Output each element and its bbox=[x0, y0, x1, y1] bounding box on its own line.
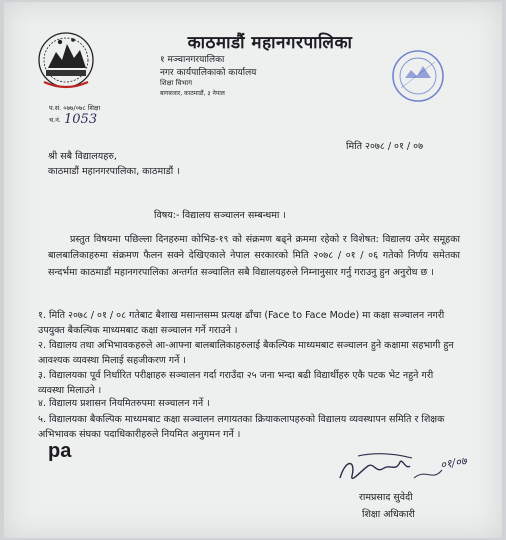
reference-number: प.सं. ०७७/०७८ शिक्षा bbox=[49, 104, 101, 112]
recipient-line-2: काठमाडौं महानगरपालिका, काठमाडौं । bbox=[48, 166, 180, 177]
header-line-3: शिक्षा विभाग bbox=[160, 79, 193, 87]
header-line-2: नगर कार्यपालिकाको कार्यालय bbox=[160, 68, 257, 78]
list-item-5: ५. विद्यालयका बैकल्पिक माध्यमबाट कक्षा सञ्चालन लगायतका क्रियाकलापहरुको विद्यालय व्यवस्थापन समिति र शिक्षक अभिभावक संघका पदाधिकारीहरुले नियमित अनुगमन गर्ने । bbox=[38, 414, 445, 440]
signatory-name: रामप्रसाद सुवेदी bbox=[359, 492, 413, 503]
header-line-1: १ मञ्चानगरयालिका bbox=[160, 55, 225, 65]
watermark-text: pa bbox=[48, 440, 72, 462]
office-stamp-icon bbox=[389, 48, 447, 104]
office-title: काठमाडौं महानगरपालिका bbox=[187, 33, 353, 53]
handwritten-date: ०१/०७ bbox=[439, 454, 468, 472]
letter-date: मिति २०७८ / ०१ / ०७ bbox=[346, 141, 424, 152]
handwritten-signature bbox=[336, 448, 496, 492]
dispatch-number-label: च.नं. bbox=[49, 116, 61, 124]
list-item-2: २. विद्यालय तथा अभिभावकहरुले आ-आफ्ना बालबालिकाहरुलाई बैकल्पिक माध्यमबाट सञ्चालन हुने कक्षामा सहभागी हुन आवश्यक व्यवस्था मिलाई सहजीकरण गर्ने । bbox=[38, 340, 454, 366]
list-item-3: ३. विद्यालयका पूर्व निर्धारित परीक्षाहरु सञ्चालन गर्दा गराउँदा २५ जना भन्दा बढी विद्यार्थीहरु एकै पटक भेट नहुने गरी व्यवस्था मिलाउने । bbox=[38, 370, 434, 396]
list-item-1: १. मिति २०७८ / ०१ / ०८ गतेबाट बैशाख मसान्तसम्म प्रत्यक्ष ढाँचा (Face to Face Mode) मा कक्षा सञ्चालन नगरी उपयुक्त बैकल्पिक माध्यमबाट कक्षा सञ्चालन गर्ने गराउने । bbox=[38, 310, 445, 336]
signatory-title: शिक्षा अधिकारी bbox=[362, 509, 415, 520]
body-paragraph: प्रस्तुत विषयमा पछिल्ला दिनहरुमा कोभिड-१९ को संक्रमण बढ्ने क्रममा रहेको र विशेषत: विद्यालय उमेर समूहका बालबालिकाहरुमा संक्रमण फैलन सक्ने देखिएकाले नेपाल सरकारको मिति २०७८ / ०१ / ०६ गतेको निर्णय समेतका सन्दर्भमा काठमाडौं महानगरपालिका अन्तर्गत सञ्चालित सबै विद्यालयहरुले निम्नानुसार गर्नु गराउनु हुन अनुरोध छ । bbox=[48, 234, 460, 278]
subject-line: विषय:- विद्यालय सञ्चालन सम्बन्धमा । bbox=[154, 210, 286, 221]
header-line-4: बागबजार, काठमाडौं, ३ नेपाल bbox=[160, 90, 225, 97]
letter-page bbox=[4, 2, 502, 538]
government-emblem-icon bbox=[34, 30, 98, 96]
recipient-line-1: श्री सबै विद्यालयहरु, bbox=[48, 151, 117, 162]
list-item-4: ४. विद्यालय प्रशासन नियमितरुपमा सञ्चालन गर्ने । bbox=[38, 398, 210, 409]
dispatch-number-value: 1053 bbox=[64, 112, 98, 127]
